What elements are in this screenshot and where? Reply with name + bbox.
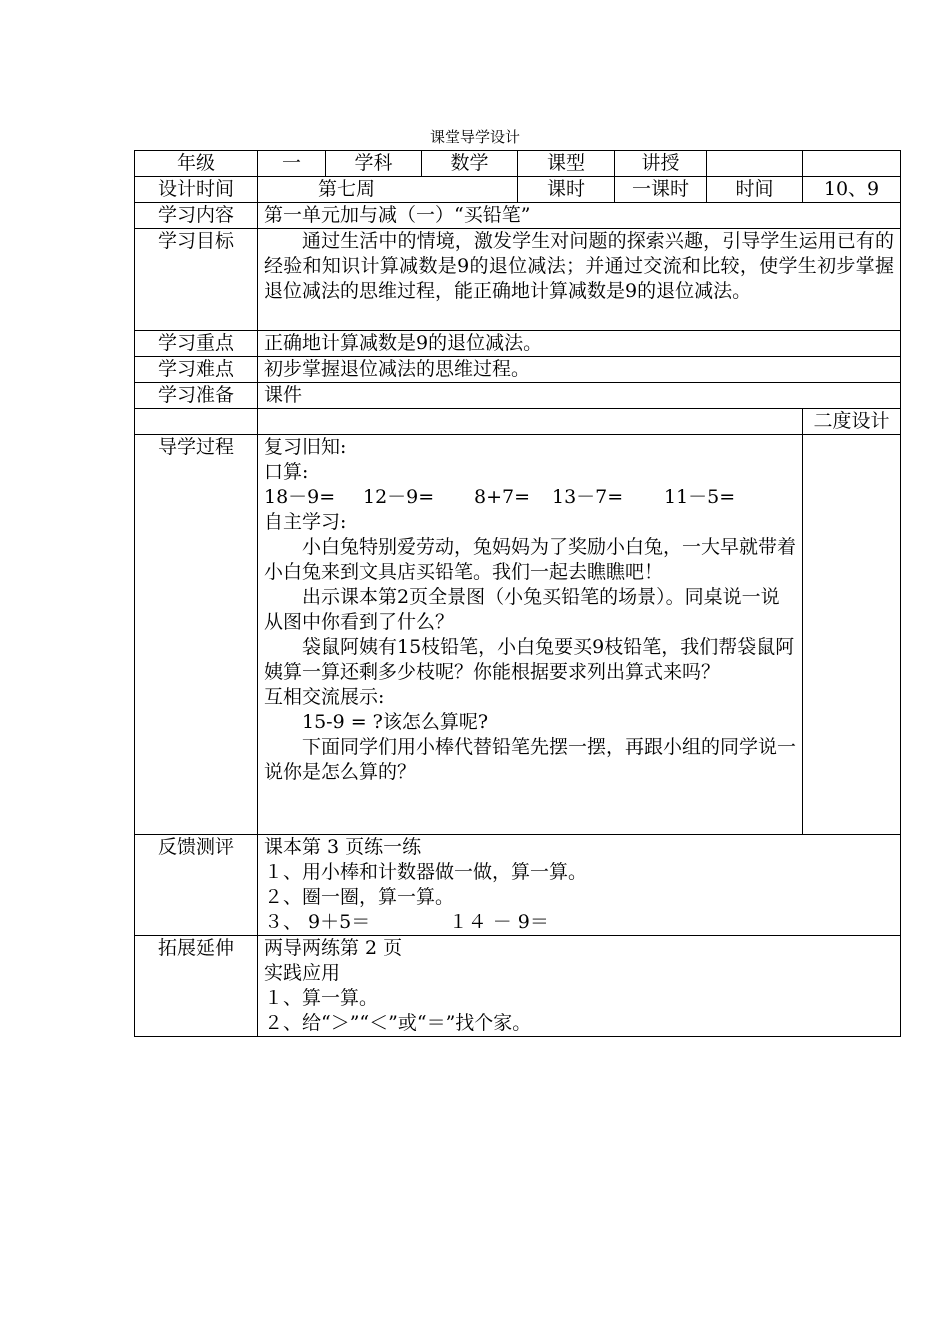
exchange-title: 互相交流展示: xyxy=(264,686,385,708)
second-design-label: 二度设计 xyxy=(803,409,901,435)
header-row-2 xyxy=(135,177,901,203)
paragraph: 出示课本第2页全景图（小兔买铅笔的场景）。同桌说一说从图中你看到了什么？ xyxy=(264,586,780,633)
oral-title: 口算: xyxy=(264,461,309,483)
second-design-cell xyxy=(803,435,901,835)
goals-paragraph: 通过生活中的情境，激发学生对问题的探索兴趣，引导学生运用已有的经验和知识计算减数是9的退位减法；并通过交流和比较，使学生初步掌握退位减法的思维过程，能正确地计算减数是9的退位减法。 xyxy=(264,230,894,302)
empty-cell xyxy=(803,151,901,177)
self-study-title: 自主学习: xyxy=(264,511,347,533)
lesson-type-label: 课型 xyxy=(518,151,615,177)
design-time-label: 设计时间 xyxy=(135,177,258,203)
lesson-type-value: 讲授 xyxy=(615,151,707,177)
oral-calculation-list xyxy=(264,485,796,510)
difficulty-value: 初步掌握退位减法的思维过程。 xyxy=(258,357,901,383)
document-title: 课堂导学设计 xyxy=(429,128,520,146)
preparation-row xyxy=(135,383,901,409)
grade-value: 一 xyxy=(258,151,326,177)
preparation-label: 学习准备 xyxy=(135,383,258,409)
header-row-1 xyxy=(135,151,901,177)
process-row xyxy=(135,435,901,835)
equation: 15-9 = ?该怎么算呢? xyxy=(302,711,489,733)
time-label: 时间 xyxy=(707,177,803,203)
second-design-header-row xyxy=(135,409,901,435)
grade-label: 年级 xyxy=(135,151,258,177)
difficulty-label: 学习难点 xyxy=(135,357,258,383)
feedback-line: ２、圈一圈，算一算。 xyxy=(264,886,455,908)
review-title: 复习旧知: xyxy=(264,436,347,458)
design-time-value: 第七周 xyxy=(258,177,518,203)
oral-item: 12－9= xyxy=(363,486,435,508)
feedback-label: 反馈测评 xyxy=(135,835,258,936)
extension-line: 实践应用 xyxy=(264,962,341,984)
feedback-line: ３、 9＋5＝ １４ － 9＝ xyxy=(264,911,549,933)
subject-label: 学科 xyxy=(326,151,422,177)
lesson-plan-table xyxy=(134,150,901,1037)
empty-cell xyxy=(135,409,258,435)
goals-row xyxy=(135,229,901,331)
preparation-value: 课件 xyxy=(258,383,901,409)
period-label: 课时 xyxy=(518,177,615,203)
extension-content xyxy=(258,936,901,1037)
process-label: 导学过程 xyxy=(135,435,258,835)
oral-item: 8+7= xyxy=(474,486,531,508)
extension-line: ２、给“＞”“＜”或“＝”找个家。 xyxy=(264,1012,532,1034)
extension-line: 两导两练第 2 页 xyxy=(264,937,403,959)
paragraph: 下面同学们用小棒代替铅笔先摆一摆，再跟小组的同学说一说你是怎么算的？ xyxy=(264,736,797,783)
feedback-line: 课本第 3 页练一练 xyxy=(264,836,422,858)
paragraph: 小白兔特别爱劳动，兔妈妈为了奖励小白兔，一大早就带着小白兔来到文具店买铅笔。我们一起去瞧瞧吧！ xyxy=(264,536,797,583)
key-point-value: 正确地计算减数是9的退位减法。 xyxy=(258,331,901,357)
key-point-row xyxy=(135,331,901,357)
feedback-content xyxy=(258,835,901,936)
empty-cell xyxy=(258,409,803,435)
content-row xyxy=(135,203,901,229)
oral-item: 11－5= xyxy=(664,486,736,508)
goals-text xyxy=(258,229,901,331)
paragraph: 袋鼠阿姨有15枝铅笔，小白兔要买9枝铅笔，我们帮袋鼠阿姨算一算还剩多少枝呢？你能根据要求列出算式来吗？ xyxy=(264,636,795,683)
content-value: 第一单元加与减（一）“买铅笔” xyxy=(258,203,901,229)
extension-row xyxy=(135,936,901,1037)
difficulty-row xyxy=(135,357,901,383)
extension-line: １、算一算。 xyxy=(264,987,379,1009)
feedback-line: １、用小棒和计数器做一做，算一算。 xyxy=(264,861,588,883)
oral-item: 13－7= xyxy=(552,486,624,508)
extension-label: 拓展延伸 xyxy=(135,936,258,1037)
period-value: 一课时 xyxy=(615,177,707,203)
oral-item: 18－9= xyxy=(264,486,336,508)
key-point-label: 学习重点 xyxy=(135,331,258,357)
feedback-row xyxy=(135,835,901,936)
time-value: 10、9 xyxy=(803,177,901,203)
content-label: 学习内容 xyxy=(135,203,258,229)
goals-label: 学习目标 xyxy=(135,229,258,331)
process-content xyxy=(258,435,803,835)
subject-value: 数学 xyxy=(422,151,518,177)
empty-cell xyxy=(707,151,803,177)
